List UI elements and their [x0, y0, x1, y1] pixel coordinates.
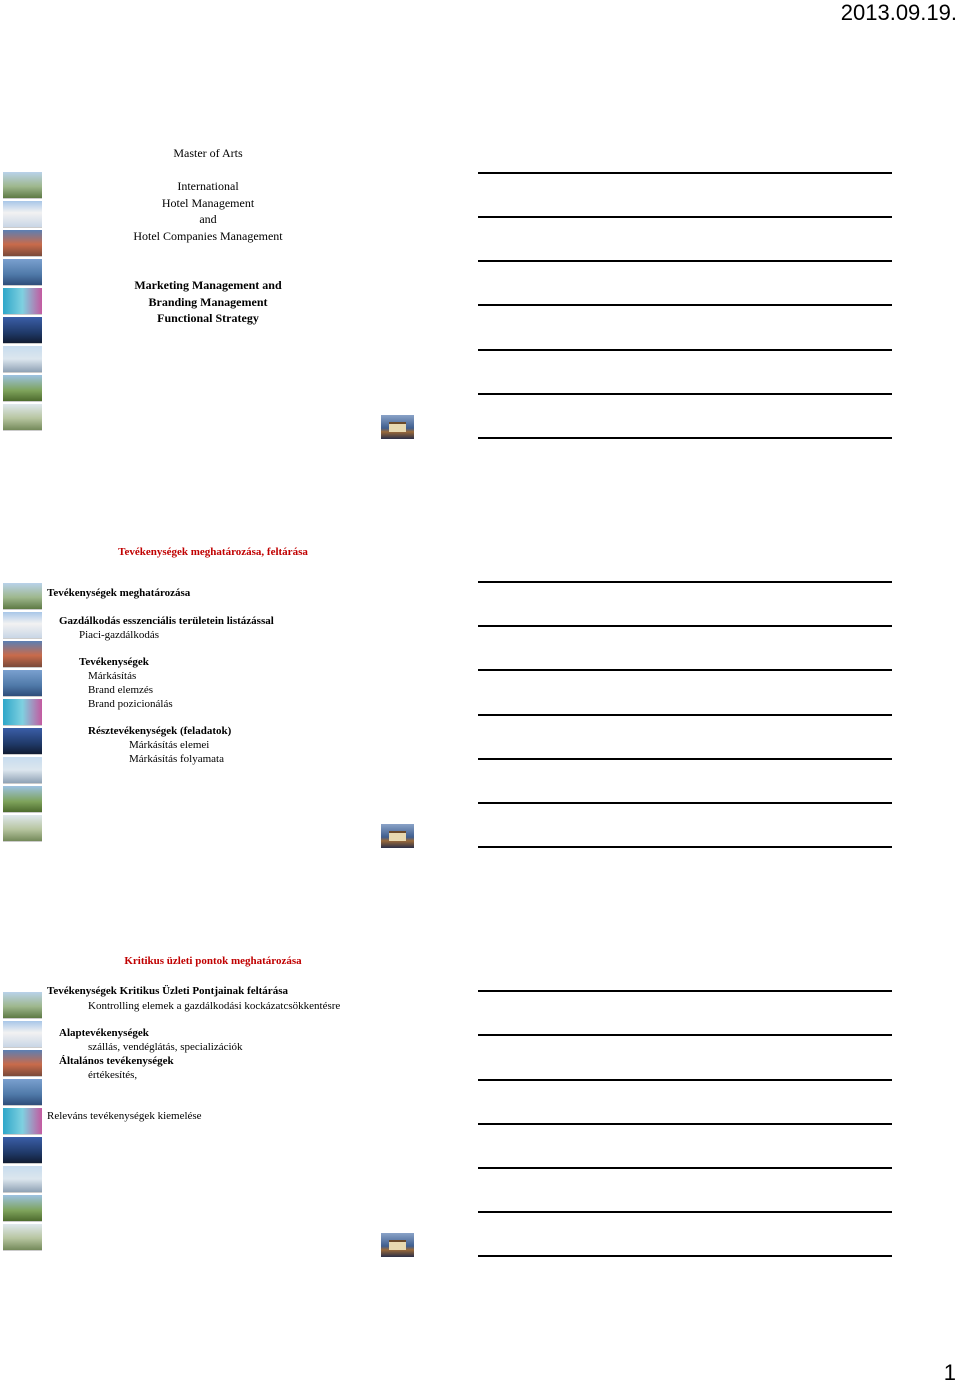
- note-line: [478, 304, 892, 306]
- hotel-photo-thumb: [3, 375, 42, 402]
- note-line: [478, 1123, 892, 1125]
- hotel-photo-thumb: [3, 1079, 42, 1106]
- slide-title-line: International: [177, 179, 239, 193]
- slide-item: Brand elemzés: [88, 684, 154, 696]
- page-number: 1: [943, 1360, 956, 1385]
- hotel-logo-image: [381, 1233, 414, 1257]
- note-line: [478, 758, 892, 760]
- hotel-photo-thumb: [3, 1166, 42, 1193]
- slide-item: Márkásítás: [88, 670, 137, 682]
- note-line: [478, 216, 892, 218]
- slide-item: Tevékenységek: [79, 656, 149, 668]
- slide-3: [0, 954, 440, 1244]
- slide-heading: Kritikus üzleti pontok meghatározása: [124, 955, 302, 967]
- hotel-photo-thumb: [3, 1195, 42, 1222]
- slide-title-line: Master of Arts: [173, 146, 243, 160]
- slide-heading: Tevékenységek meghatározása, feltárása: [118, 546, 308, 558]
- slide-item: Piaci-gazdálkodás: [79, 629, 160, 641]
- hotel-photo-thumb: [3, 1108, 42, 1135]
- note-line: [478, 990, 892, 992]
- note-line: [478, 714, 892, 716]
- hotel-photo-thumb: [3, 1224, 42, 1251]
- note-line: [478, 802, 892, 804]
- hotel-photo-thumb: [3, 641, 42, 668]
- hotel-photo-thumb: [3, 612, 42, 639]
- hotel-photo-thumb: [3, 346, 42, 373]
- slide-subtitle-line: Functional Strategy: [157, 311, 259, 325]
- hotel-photo-thumb: [3, 583, 42, 610]
- slide-item: Releváns tevékenységek kiemelése: [47, 1110, 202, 1122]
- hotel-photo-thumb: [3, 815, 42, 842]
- slide-item: Tevékenységek meghatározása: [47, 587, 191, 599]
- hotel-photo-thumb: [3, 288, 42, 315]
- slide-item: Tevékenységek Kritikus Üzleti Pontjainak feltárása: [47, 985, 288, 997]
- slide-item: értékesítés,: [88, 1069, 138, 1081]
- note-line: [478, 437, 892, 439]
- note-line: [478, 669, 892, 671]
- slide-item: Kontrolling elemek a gazdálkodási kockázatcsökkentésre: [88, 1000, 341, 1012]
- slide-item: Általános tevékenységek: [59, 1055, 174, 1067]
- note-line: [478, 349, 892, 351]
- hotel-photo-thumb: [3, 230, 42, 257]
- slide-title-line: Hotel Companies Management: [133, 229, 283, 243]
- note-line: [478, 1255, 892, 1257]
- hotel-photo-thumb: [3, 1021, 42, 1048]
- slide-title-line: Hotel Management: [161, 196, 255, 210]
- hotel-photo-thumb: [3, 992, 42, 1019]
- note-line: [478, 1211, 892, 1213]
- note-line: [478, 172, 892, 174]
- slide-subtitle-line: Branding Management: [148, 295, 268, 309]
- slide-item: Márkásítás folyamata: [129, 753, 224, 765]
- slide-2: [0, 545, 440, 835]
- note-line: [478, 1034, 892, 1036]
- note-line: [478, 1167, 892, 1169]
- hotel-logo-image: [381, 824, 414, 848]
- slide-item: Gazdálkodás esszenciális területein listázással: [59, 615, 274, 627]
- print-date: 2013.09.19.: [840, 0, 957, 25]
- hotel-photo-thumb: [3, 172, 42, 199]
- hotel-photo-thumb: [3, 404, 42, 431]
- slide-item: Alaptevékenységek: [59, 1027, 149, 1039]
- slide-title-line: and: [199, 212, 217, 226]
- hotel-photo-thumb: [3, 1050, 42, 1077]
- hotel-photo-thumb: [3, 1137, 42, 1164]
- note-line: [478, 625, 892, 627]
- note-line: [478, 581, 892, 583]
- hotel-photo-thumb: [3, 317, 42, 344]
- slide-item: szállás, vendéglátás, specializációk: [88, 1041, 243, 1053]
- hotel-photo-thumb: [3, 699, 42, 726]
- slide-item: Résztevékenységek (feladatok): [88, 725, 232, 737]
- hotel-photo-thumb: [3, 728, 42, 755]
- note-line: [478, 846, 892, 848]
- hotel-photo-thumb: [3, 786, 42, 813]
- note-line: [478, 393, 892, 395]
- note-line: [478, 260, 892, 262]
- hotel-photo-thumb: [3, 757, 42, 784]
- hotel-photo-thumb: [3, 259, 42, 286]
- slide-item: Brand pozicionálás: [88, 698, 173, 710]
- slide-item: Márkásítás elemei: [129, 739, 210, 751]
- note-line: [478, 1079, 892, 1081]
- slide-subtitle-line: Marketing Management and: [134, 278, 282, 292]
- slide-1: [0, 138, 440, 428]
- hotel-photo-thumb: [3, 201, 42, 228]
- hotel-photo-thumb: [3, 670, 42, 697]
- hotel-logo-image: [381, 415, 414, 439]
